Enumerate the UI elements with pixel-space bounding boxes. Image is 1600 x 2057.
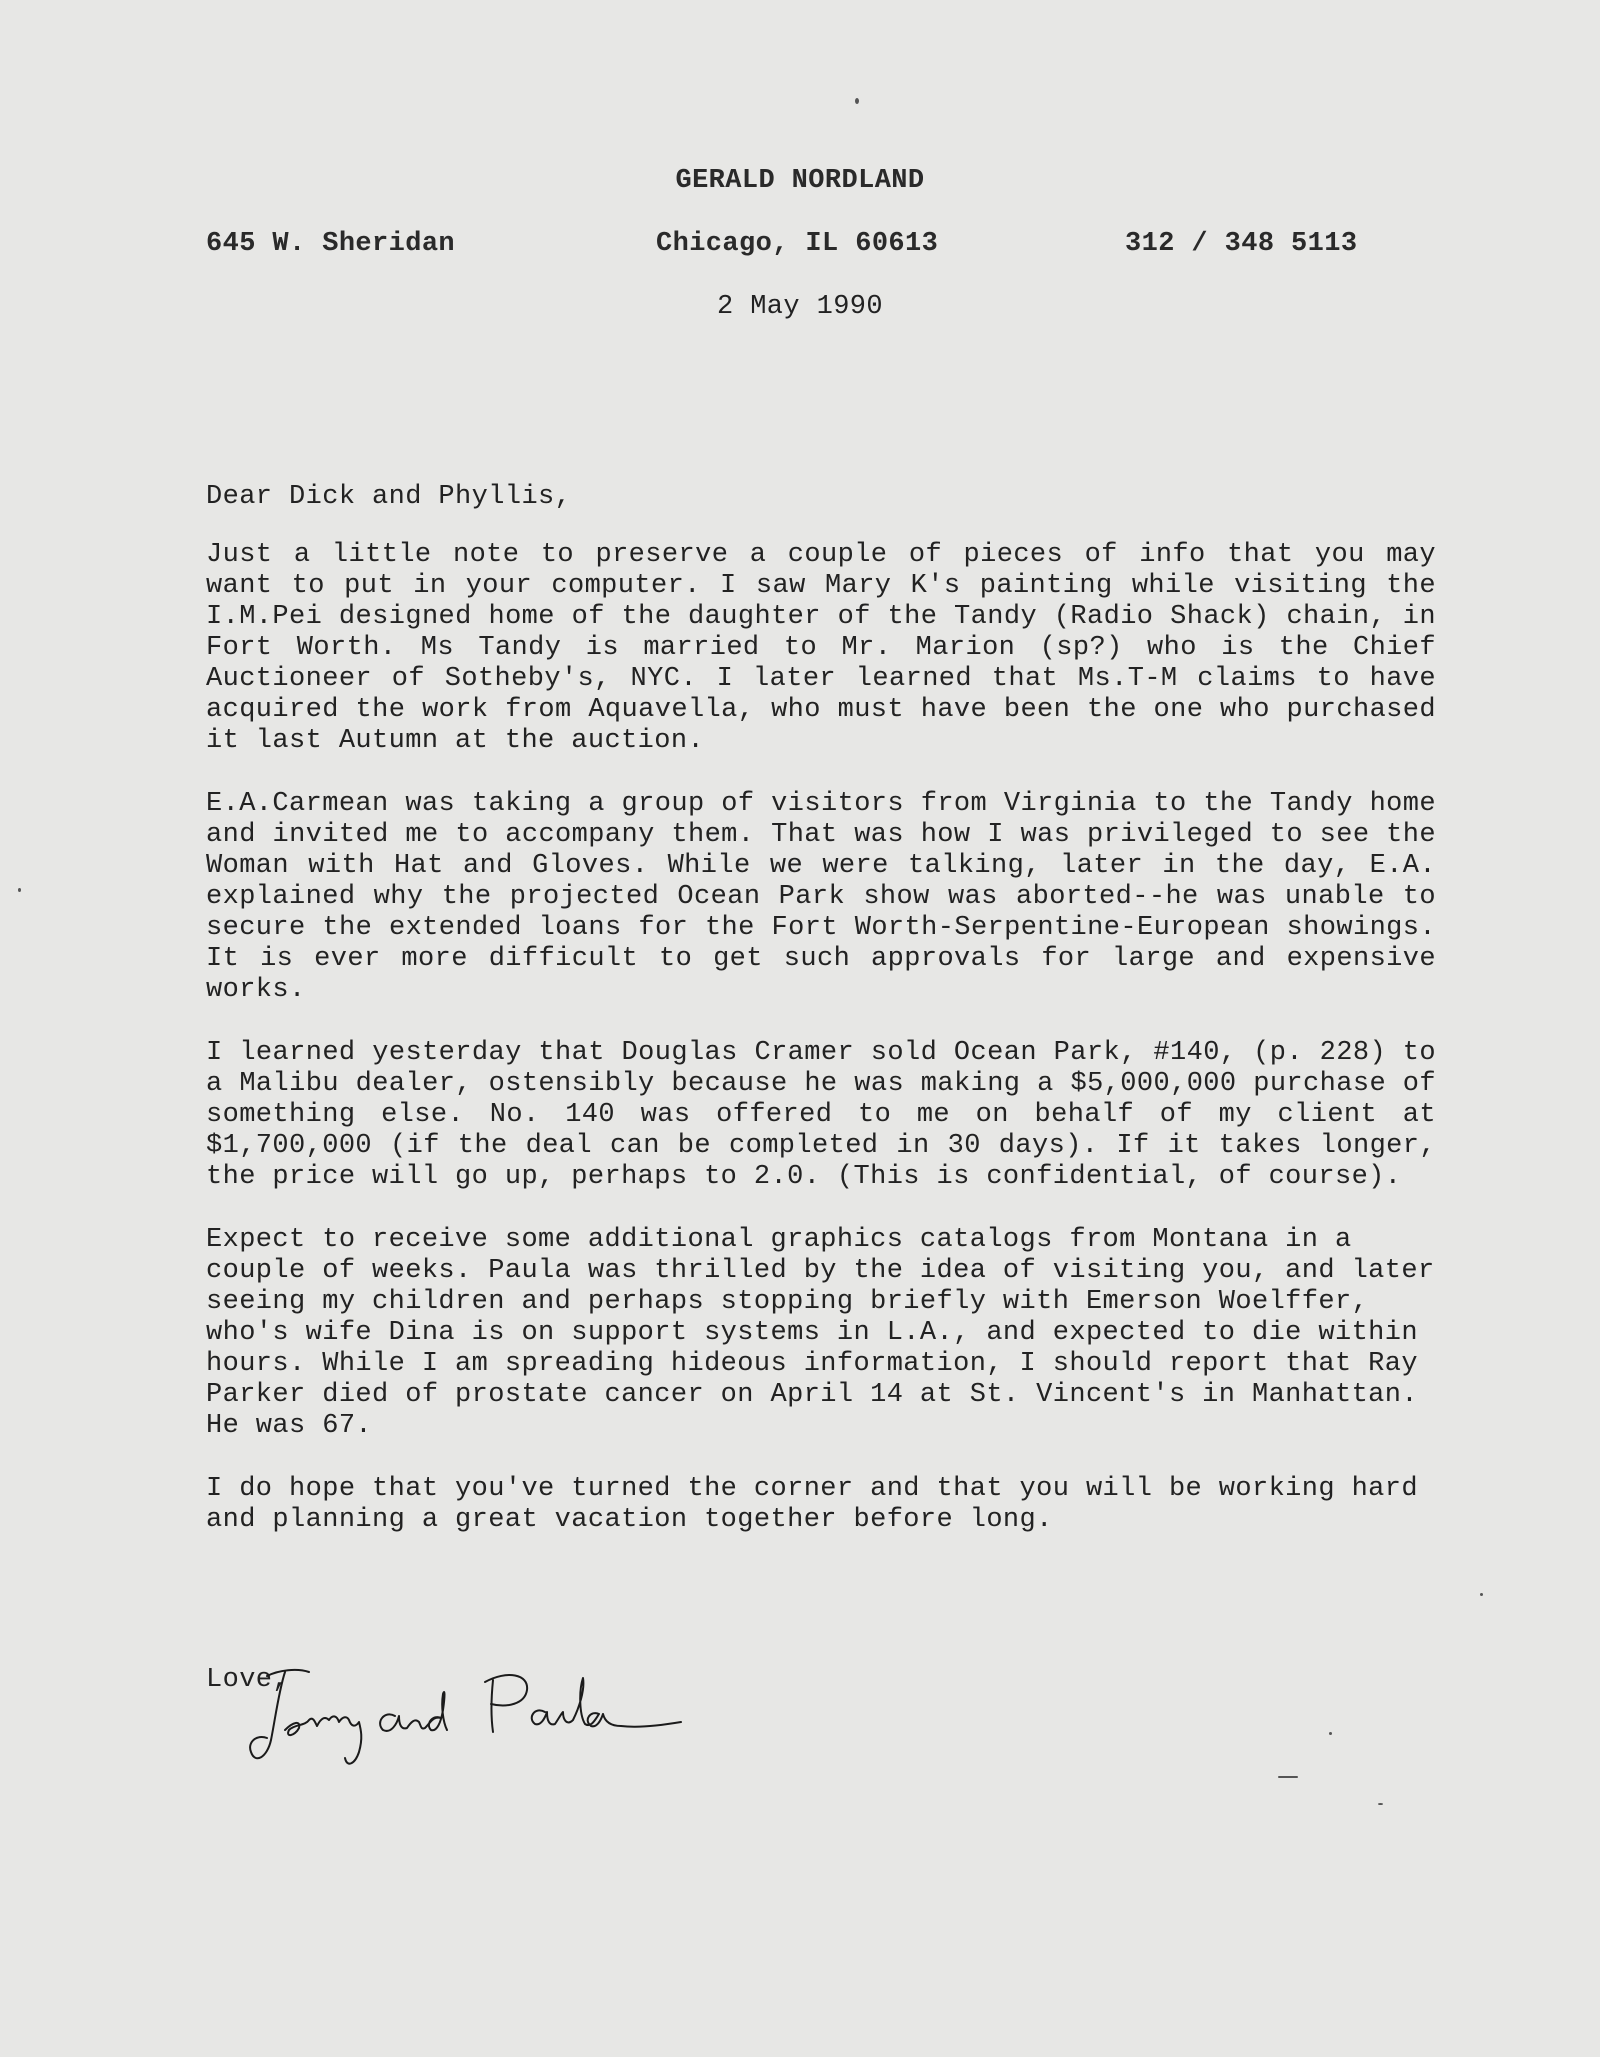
paragraph-4: Expect to receive some additional graphics catalogs from Montana in a couple of weeks. Paula was thrilled by the idea of visiting you, and later seeing my children and perhaps stopping briefly with Emerson Woelffer, who's wife Dina is on support systems in L.A., and expected to die within hours. While I am spreading hideous information, I should report that Ray Parker died of prostate cancer on April 14 at St. Vincent's in Manhattan. He was 67. — [206, 1225, 1435, 1441]
letterhead-name: GERALD NORDLAND — [675, 166, 925, 196]
letter-date: 2 May 1990 — [716, 292, 884, 322]
paper-speck — [18, 888, 21, 892]
paragraph-1: Just a little note to preserve a couple of pieces of info that you may want to put in your computer. I saw Mary K's painting while visiting the I.M.Pei designed home of the daughter of the Tandy (Radio Shack) chain, in Fort Worth. Ms Tandy is married to Mr. Marion (sp?) who is the Chief Auctioneer of Sotheby's, NYC. I later learned that Ms.T-M claims to have acquired the work from Aquavella, who must have been the one who purchased it last Autumn at the auction. — [206, 540, 1436, 756]
paragraph-3: I learned yesterday that Douglas Cramer sold Ocean Park, #140, (p. 228) to a Malibu dealer, ostensibly because he was making a $5,000,000 purchase of something else. No. 140 was offered to me on behalf of my client at $1,700,000 (if the deal can be completed in 30 days). If it takes longer, the price will go up, perhaps to 2.0. (This is confidential, of course). — [206, 1038, 1436, 1192]
salutation: Dear Dick and Phyllis, — [206, 482, 572, 512]
paper-speck — [855, 98, 859, 104]
paper-speck — [1329, 1732, 1332, 1735]
letterhead-city: Chicago, IL 60613 — [656, 229, 939, 259]
paper-speck — [1480, 1593, 1483, 1596]
paragraph-5: I do hope that you've turned the corner and that you will be working hard and planning a great vacation together before long. — [206, 1474, 1418, 1535]
letterhead-address-row — [0, 229, 1600, 265]
paper-speck — [1378, 1803, 1383, 1805]
closing: Love, — [206, 1665, 290, 1695]
letterhead-street: 645 W. Sheridan — [206, 229, 456, 259]
letter-body — [206, 482, 1436, 1568]
paper-speck — [1278, 1776, 1298, 1778]
letterhead-phone: 312 / 348 5113 — [1125, 229, 1358, 259]
handwritten-signature — [245, 1660, 715, 1780]
paragraph-2: E.A.Carmean was taking a group of visitors from Virginia to the Tandy home and invited me to accompany them. That was how I was privileged to see the Woman with Hat and Gloves. While we were talking, later in the day, E.A. explained why the projected Ocean Park show was aborted--he was unable to secure the extended loans for the Fort Worth-Serpentine-European showings. It is ever more difficult to get such approvals for large and expensive works. — [206, 789, 1436, 1005]
